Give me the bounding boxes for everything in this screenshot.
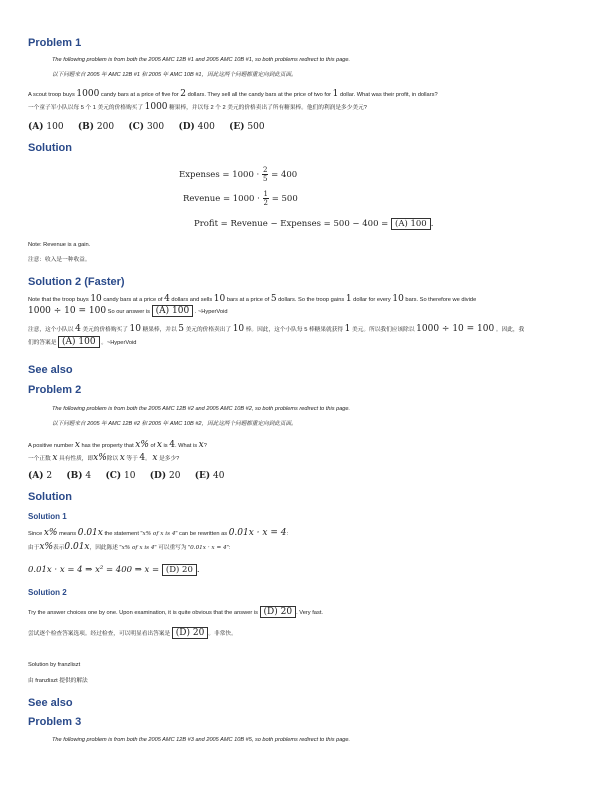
note-zh: 注意：收入是一种收益。 <box>28 257 91 263</box>
p2-sol1-chain: 0.01x · x = 4 ⇒ x² = 400 ⇒ x = (D) 20 . <box>28 565 200 575</box>
choice: (D) 20 <box>149 471 181 481</box>
see-also-link-2[interactable]: See also <box>28 697 73 709</box>
problem-2-heading: Problem 2 <box>28 384 82 396</box>
p2-statement-en: A positive number x has the property that x% of x is 4. What is x? <box>28 440 207 450</box>
p3-redirect-en: The following problem is from both the 2005 AMC 12B #3 and 2005 AMC 10B #5, so both problems redirect to this page. <box>52 737 351 743</box>
problem-3-heading: Problem 3 <box>28 716 82 728</box>
expenses-equation: Expenses = 1000 · $\frac{2}{5}$ = 400 <box>179 166 298 183</box>
choice: (E) 40 <box>194 471 225 481</box>
p1-redirect-en: The following problem is from both the 2005 AMC 12B #1 and 2005 AMC 10B #1, so both problems redirect to this page. <box>52 57 351 63</box>
p2-redirect-en: The following problem is from both the 2005 AMC 12B #2 and 2005 AMC 10B #2, so both problems redirect to this page. <box>52 406 351 412</box>
p2-solution-1-heading: Solution 1 <box>28 512 67 521</box>
p2-solution-2-heading: Solution 2 <box>28 588 67 597</box>
sol2-line1-zh: 注意，这个小队以 4 美元的价格购买了 10 糖果棒，并以 5 美元的价格卖出了 10 棒。因此，这个小队每 5 棒糖果就获得 1 美元。所以我们应该除以 1000 ÷ 10 = 100 。因此，我 <box>28 324 525 334</box>
p2-sol1-en: Since x% means 0.01x the statement "x% of x is 4" can be rewritten as 0.01x · x = 4: <box>28 528 289 538</box>
choice: (A) 2 <box>28 471 53 481</box>
p1-answer-choices <box>28 122 265 132</box>
sol2-line2-zh: 们的答案是 (A) 100 。~HyperVoid <box>28 337 137 347</box>
choice: (C) 10 <box>105 471 136 481</box>
p2-answer-choices <box>28 471 224 481</box>
p1-redirect-zh: 以下问题来自 2005 年 AMC 12B #1 和 2005 年 AMC 10B #1，因此这两个问题都重定向到此页面。 <box>52 72 297 78</box>
choice: (E) 500 <box>229 122 265 132</box>
p2-statement-zh: 一个正数 x 具有性质，即x%除以 x 等于 4。 x 是多少? <box>28 453 180 463</box>
boxed-answer: (A) 100 <box>58 336 100 348</box>
boxed-answer: (D) 20 <box>162 564 197 576</box>
solution-heading: Solution <box>28 142 72 154</box>
boxed-answer: (D) 20 <box>172 627 209 639</box>
p2-sol1-zh: 由于x%表示0.01x，因此陈述 "x% of x is 4" 可以重写为 "0.01x · x = 4": <box>28 542 231 552</box>
p2-sol2-en: Try the answer choices one by one. Upon examination, it is quite obvious that the answer is (D) 20 . Very fast. <box>28 607 323 617</box>
boxed-answer: (A) 100 <box>152 305 194 317</box>
revenue-equation: Revenue = 1000 · $\frac{1}{2}$ = 500 <box>183 190 298 207</box>
choice: (D) 400 <box>178 122 215 132</box>
note-en: Note: Revenue is a gain. <box>28 242 91 248</box>
see-also-link-1[interactable]: See also <box>28 364 73 376</box>
boxed-answer: (A) 100 <box>391 218 431 230</box>
p2-credit-zh: 由 franzliszt 提供的解法 <box>28 678 88 684</box>
profit-equation: Profit = Revenue − Expenses = 500 − 400 = (A) 100 . <box>194 219 434 229</box>
problem-1-heading: Problem 1 <box>28 37 82 49</box>
sol2-line1-en: Note that the troop buys 10 candy bars at a price of 4 dollars and sells 10 bars at a price of 5 dollars. So the troop gains 1 dollar for every 10 bars. So therefore we divide <box>28 294 477 304</box>
p2-solution-heading: Solution <box>28 491 72 503</box>
sol2-line2-en: 1000 ÷ 10 = 100 So our answer is (A) 100 . ~HyperVoid <box>28 306 228 316</box>
p2-sol2-zh: 尝试逐个检查答案选项。经过检查，可以明显看出答案是 (D) 20 。非常快。 <box>28 628 237 638</box>
p1-statement-zh: 一个童子军小队以每 5 个 1 美元的价格购买了 1000 糖果棒，并以每 2 个 2 美元的价格卖出了所有糖果棒。他们的利润是多少美元? <box>28 102 367 112</box>
choice: (B) 4 <box>66 471 92 481</box>
choice: (C) 300 <box>128 122 165 132</box>
p1-statement-en: A scout troop buys 1000 candy bars at a price of five for 2 dollars. They sell all the candy bars at the price of two for 1 dollar. What was their profit, in dollars? <box>28 89 438 99</box>
p2-redirect-zh: 以下问题来自 2005 年 AMC 12B #2 和 2005 年 AMC 10B #2，因此这两个问题都重定向到此页面。 <box>52 421 297 427</box>
p2-credit-en: Solution by franzliszt <box>28 662 81 668</box>
boxed-answer: (D) 20 <box>260 606 297 618</box>
choice: (A) 100 <box>28 122 64 132</box>
solution-2-heading: Solution 2 (Faster) <box>28 276 125 288</box>
choice: (B) 200 <box>77 122 115 132</box>
